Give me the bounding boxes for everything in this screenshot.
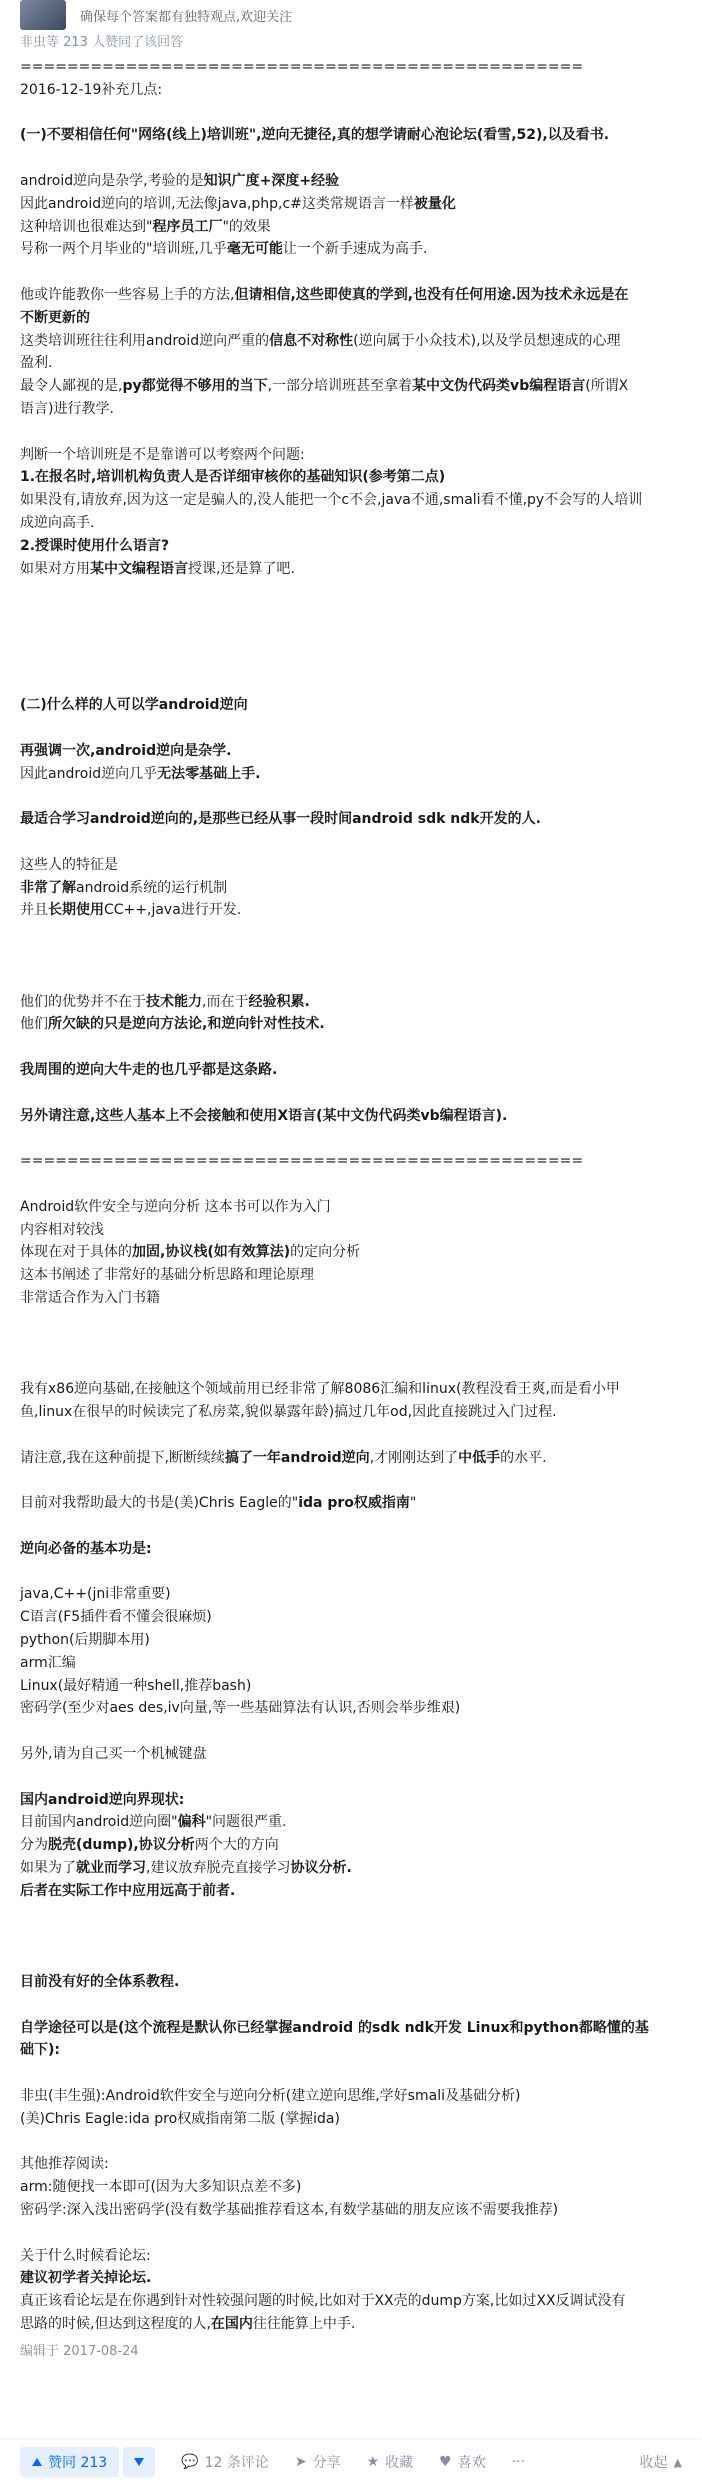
text-run: 这种培训也很难达到" — [20, 218, 153, 235]
more-button[interactable] — [512, 2454, 525, 2470]
content-line — [20, 284, 682, 307]
text-run: python(后期脚本用) — [20, 1631, 150, 1648]
bold-text: 知识广度+深度+经验 — [203, 172, 340, 189]
share-icon: ➤ — [294, 2454, 307, 2470]
content-line — [20, 1743, 682, 1766]
content-line — [20, 2153, 682, 2176]
content-line — [20, 79, 682, 102]
text-run: 密码学(至少对aes des,iv向量,等一些基础算法有认识,否则会举步维艰) — [20, 1700, 461, 1717]
content-line — [20, 1127, 682, 1150]
text-run: 让一个新手速成为高手. — [282, 241, 428, 258]
text-run: 真正该看论坛是在你遇到针对性较强问题的时候,比如对于XX壳的dump方案,比如过XX反调试没有 — [20, 2293, 626, 2310]
text-run: "的效果 — [222, 218, 271, 235]
text-run: (逆向属于小众技术),以及学员想速成的心理 — [353, 332, 621, 349]
content-line — [20, 1036, 682, 1059]
content-line — [20, 1492, 682, 1515]
bold-text: 偏科 — [177, 1814, 206, 1831]
bold-text: 在国内 — [210, 2315, 253, 2332]
upvote-label: 赞同 213 — [48, 2455, 108, 2471]
content-line — [20, 603, 682, 626]
content-line — [20, 2313, 682, 2336]
favorite-button[interactable] — [367, 2452, 414, 2472]
text-run: 他们 — [20, 1016, 48, 1033]
content-line — [20, 1241, 682, 1264]
content-line — [20, 124, 682, 147]
author-tagline: 确保每个答案都有独特观点,欢迎关注 — [80, 9, 293, 25]
bold-text: 所欠缺的只是逆向方法论,和逆向针对性技术. — [48, 1016, 325, 1033]
content-line — [20, 808, 682, 831]
text-run: 鱼,linux在很早的时候读完了私房菜,貌似暴露年龄)搞过几年od,因此直接跳过入门过程. — [20, 1404, 557, 1421]
bold-text: 逆向必备的基本功是: — [20, 1540, 152, 1557]
content-line — [20, 1105, 682, 1128]
text-run: arm汇编 — [20, 1654, 76, 1671]
text-run: 如果没有,请放弃,因为这一定是骗人的,没人能把一个c不会,java不通,smali看不懂,py不会写的人培训 — [20, 492, 643, 509]
text-run: 的水平. — [500, 1449, 547, 1466]
downvote-arrow-icon — [134, 2458, 144, 2466]
text-run: android系统的运行机制 — [76, 879, 228, 896]
text-run: java,C++(jni非常重要) — [20, 1586, 171, 1603]
comments-label: 12 条评论 — [204, 2455, 269, 2471]
content-line — [20, 170, 682, 193]
content-line — [20, 1401, 682, 1424]
content-line — [20, 649, 682, 672]
text-run: ================================================ — [20, 59, 584, 75]
bold-text: 但请相信,这些即使真的学到,也没有任何用途.因为技术永远是在 — [234, 286, 629, 303]
text-run: 思路的时候,但达到这程度的人, — [20, 2315, 211, 2332]
text-run: 因此android逆向的培训,无法像java,php,c#这类常规语言一样 — [20, 195, 414, 212]
text-run: 非常适合作为入门书籍 — [20, 1290, 160, 1307]
heart-icon: ♥ — [439, 2454, 452, 2470]
content-line — [20, 1059, 682, 1082]
bold-text: 协议分析. — [290, 1859, 352, 1876]
content-line — [20, 1310, 682, 1333]
text-run: android逆向是杂学,考验的是 — [20, 172, 204, 189]
comment-icon: 💬 — [181, 2454, 199, 2470]
content-line — [20, 831, 682, 854]
bold-text: 建议初学者关掉论坛. — [20, 2270, 152, 2287]
content-line — [20, 1925, 682, 1948]
content-line — [20, 535, 682, 558]
avatar[interactable] — [20, 0, 66, 30]
content-line — [20, 717, 682, 740]
content-line — [20, 1469, 682, 1492]
content-line — [20, 261, 682, 284]
text-run: 内容相对较浅 — [20, 1221, 104, 1238]
text-run: 语言)进行教学. — [20, 400, 114, 417]
answer-content — [20, 56, 682, 2336]
bold-text: 国内android逆向界现状: — [20, 1791, 185, 1808]
content-line — [20, 375, 682, 398]
content-line — [20, 786, 682, 809]
content-line — [20, 626, 682, 649]
content-line — [20, 945, 682, 968]
text-run: 密码学:深入浅出密码学(没有数学基础推荐看这本,有数学基础的朋友应该不需要我推荐) — [20, 2201, 559, 2218]
bold-text: 目前没有好的全体系教程. — [20, 1973, 180, 1990]
like-button[interactable] — [439, 2452, 486, 2472]
text-run: 并且 — [20, 902, 48, 919]
bold-text: 中低手 — [458, 1449, 501, 1466]
content-line — [20, 1766, 682, 1789]
content-line — [20, 1629, 682, 1652]
content-line — [20, 740, 682, 763]
content-line — [20, 1447, 682, 1470]
comments-button[interactable] — [181, 2452, 269, 2472]
collapse-button[interactable] — [640, 2452, 682, 2472]
bold-text: 最适合学习android逆向的,是那些已经从事一段时间android sdk ndk开发的人. — [20, 811, 541, 828]
collapse-label: 收起 — [639, 2455, 668, 2471]
content-line — [20, 1652, 682, 1675]
upvote-arrow-icon — [32, 2458, 42, 2466]
text-run: 其他推荐阅读: — [20, 2156, 109, 2173]
content-line — [20, 1903, 682, 1926]
text-run: (美)Chris Eagle:ida pro权威指南第二版 (掌握ida) — [20, 2110, 340, 2127]
bold-text: 信息不对称性 — [269, 332, 354, 349]
bold-text: 搞了一年android逆向 — [224, 1449, 370, 1466]
bold-text: 2.授课时使用什么语言? — [20, 537, 170, 554]
bold-text: 脱壳(dump),协议分析 — [48, 1837, 195, 1854]
content-line — [20, 694, 682, 717]
content-line — [20, 763, 682, 786]
content-line — [20, 1811, 682, 1834]
bold-text: 经验积累. — [248, 993, 310, 1010]
bold-text: ida pro权威指南 — [298, 1495, 410, 1512]
content-line — [20, 1082, 682, 1105]
text-run: 这本书阐述了非常好的基础分析思路和理论原理 — [20, 1267, 314, 1284]
content-line — [20, 398, 682, 421]
text-run: 他们的优势并不在于 — [20, 993, 146, 1010]
text-run: 授课,还是算了吧. — [188, 560, 295, 577]
content-line — [20, 56, 682, 79]
favorite-label: 收藏 — [385, 2455, 414, 2471]
share-label: 分享 — [312, 2455, 341, 2471]
content-line — [20, 1333, 682, 1356]
content-line — [20, 1583, 682, 1606]
content-line — [20, 1675, 682, 1698]
text-run: 成逆向高手. — [20, 514, 95, 531]
text-run: 的定向分析 — [290, 1244, 361, 1261]
text-run: 因此android逆向几乎 — [20, 765, 158, 782]
content-line — [20, 1013, 682, 1036]
content-line — [20, 1150, 682, 1173]
content-line — [20, 1994, 682, 2017]
content-line — [20, 216, 682, 239]
content-line — [20, 2108, 682, 2131]
text-run: 我有x86逆向基础,在接触这个领域前用已经非常了解8086汇编和linux(教程没看王爽,而是看小甲 — [20, 1381, 620, 1398]
content-line — [20, 421, 682, 444]
content-line — [20, 968, 682, 991]
text-run: " — [409, 1495, 417, 1512]
text-run: 这类培训班往往利用android逆向严重的 — [20, 332, 270, 349]
bold-text: 自学途径可以是(这个流程是默认你已经掌握android 的sdk ndk开发 Linux和python都略懂的基 — [20, 2019, 649, 2036]
text-run: 两个大的方向 — [194, 1837, 279, 1854]
content-line — [20, 1538, 682, 1561]
content-line — [20, 558, 682, 581]
content-line — [20, 1948, 682, 1971]
content-line — [20, 512, 682, 535]
bold-text: 技术能力 — [146, 993, 202, 1010]
text-run: 目前国内android逆向圈" — [20, 1814, 178, 1831]
share-button[interactable] — [295, 2452, 341, 2472]
content-line — [20, 2199, 682, 2222]
bold-text: 另外请注意,这些人基本上不会接触和使用X语言(某中文伪代码类vb编程语言). — [20, 1107, 508, 1124]
content-line — [20, 1857, 682, 1880]
text-run: ,才刚刚达到了 — [369, 1449, 459, 1466]
content-line — [20, 147, 682, 170]
content-line — [20, 1378, 682, 1401]
bold-text: (一)不要相信任何"网络(线上)培训班",逆向无捷径,真的想学请耐心泡论坛(看雪,52),以及看书. — [20, 127, 610, 144]
bold-text: 毫无可能 — [226, 241, 283, 258]
content-line — [20, 1789, 682, 1812]
content-line — [20, 672, 682, 695]
bold-text: 程序员工厂 — [152, 218, 223, 235]
text-run: 他或许能教你一些容易上手的方法, — [20, 286, 235, 303]
content-line — [20, 352, 682, 375]
content-line — [20, 1287, 682, 1310]
text-run: 如果为了 — [20, 1859, 76, 1876]
content-line — [20, 2267, 682, 2290]
content-line — [20, 1561, 682, 1584]
content-line — [20, 307, 682, 330]
text-run: Linux(最好精通一种shell,推荐bash) — [20, 1677, 252, 1694]
author-row — [20, 0, 682, 30]
content-line — [20, 1606, 682, 1629]
bold-text: 无法零基础上手. — [157, 765, 261, 782]
bold-text: 就业而学习 — [76, 1859, 146, 1876]
content-line — [20, 854, 682, 877]
text-run: ,而在于 — [202, 993, 249, 1010]
content-line — [20, 922, 682, 945]
text-run: 关于什么时候看论坛: — [20, 2247, 151, 2264]
content-line — [20, 1515, 682, 1538]
bold-text: 某中文编程语言 — [90, 560, 188, 577]
text-run: 号称一两个月毕业的"培训班,几乎 — [20, 241, 227, 258]
bold-text: py都觉得不够用的当下 — [122, 378, 268, 395]
bold-text: 非常了解 — [20, 879, 76, 896]
text-run: 2016-12-19补充几点: — [20, 81, 163, 98]
bold-text: 1.在报名时,培训机构负责人是否详细审核你的基础知识(参考第二点) — [20, 469, 446, 486]
text-run: CC++,java进行开发. — [104, 902, 242, 919]
text-run: 判断一个培训班是不是靠谱可以考察两个问题: — [20, 446, 305, 463]
star-icon: ★ — [366, 2454, 380, 2470]
like-label: 喜欢 — [457, 2455, 486, 2471]
content-line — [20, 489, 682, 512]
bold-text: 被量化 — [413, 195, 456, 212]
content-line — [20, 2245, 682, 2268]
text-run: 请注意,我在这种前提下,断断续续 — [20, 1449, 225, 1466]
downvote-button[interactable] — [123, 2447, 155, 2477]
bold-text: (二)什么样的人可以学android逆向 — [20, 697, 248, 714]
content-line — [20, 2039, 682, 2062]
bold-text: 我周围的逆向大牛走的也几乎都是这条路. — [20, 1062, 278, 1079]
content-line — [20, 2017, 682, 2040]
text-run: 最令人鄙视的是, — [20, 378, 123, 395]
text-run: Android软件安全与逆向分析 这本书可以作为入门 — [20, 1198, 331, 1215]
more-icon: ··· — [511, 2454, 526, 2470]
text-run: 目前对我帮助最大的书是(美)Chris Eagle的" — [20, 1495, 299, 1512]
bold-text: 长期使用 — [48, 902, 104, 919]
text-run: (所谓X — [585, 378, 629, 395]
answer-action-bar — [0, 2440, 702, 2484]
content-line — [20, 2290, 682, 2313]
text-run: 如果对方用 — [20, 560, 90, 577]
content-line — [20, 877, 682, 900]
text-run: 盈利. — [20, 355, 53, 372]
text-run: 体现在对于具体的 — [20, 1244, 132, 1261]
text-run: ,建议放弃脱壳直接学习 — [146, 1859, 291, 1876]
bold-text: 础下): — [20, 2042, 60, 2059]
content-line — [20, 899, 682, 922]
content-line — [20, 1834, 682, 1857]
content-line — [20, 466, 682, 489]
content-line — [20, 1720, 682, 1743]
bold-text: 后者在实际工作中应用远高于前者. — [20, 1882, 236, 1899]
content-line — [20, 1173, 682, 1196]
content-line — [20, 1264, 682, 1287]
text-run: 这些人的特征是 — [20, 856, 118, 873]
content-line — [20, 1219, 682, 1242]
content-line — [20, 1355, 682, 1378]
content-line — [20, 1424, 682, 1447]
bold-text: 不断更新的 — [20, 309, 90, 326]
content-line — [20, 1971, 682, 1994]
content-line — [20, 238, 682, 261]
bold-text: 加固,协议栈(如有效算法) — [132, 1244, 291, 1261]
content-line — [20, 1880, 682, 1903]
content-line — [20, 444, 682, 467]
content-line — [20, 193, 682, 216]
content-line — [20, 330, 682, 353]
bold-text: 再强调一次,android逆向是杂学. — [20, 742, 232, 759]
text-run: "问题很严重. — [205, 1814, 287, 1831]
content-line — [20, 2222, 682, 2245]
content-line — [20, 2085, 682, 2108]
upvote-button[interactable] — [20, 2447, 119, 2477]
text-run: ================================================ — [20, 1153, 584, 1170]
text-run: C语言(F5插件看不懂会很麻烦) — [20, 1609, 212, 1626]
content-line — [20, 1697, 682, 1720]
text-run: 非虫(丰生强):Android软件安全与逆向分析(建立逆向思维,学好smali及基础分析) — [20, 2087, 521, 2104]
text-run: 另外,请为自己买一个机械键盘 — [20, 1745, 207, 1762]
text-run: arm:随便找一本即可(因为大多知识点差不多) — [20, 2179, 302, 2196]
voters-info[interactable]: 非虫等 213 人赞同了该回答 — [20, 35, 184, 50]
content-line — [20, 2131, 682, 2154]
content-line — [20, 102, 682, 125]
text-run: 往往能算上中手. — [252, 2315, 356, 2332]
content-line — [20, 2062, 682, 2085]
text-run: ,一部分培训班甚至拿着 — [267, 378, 413, 395]
text-run: 分为 — [20, 1837, 48, 1854]
content-line — [20, 991, 682, 1014]
chevron-up-icon: ▲ — [673, 2455, 682, 2469]
content-line — [20, 1196, 682, 1219]
edit-timestamp[interactable]: 编辑于 2017-08-24 — [20, 2343, 139, 2359]
content-line — [20, 2176, 682, 2199]
bold-text: 某中文伪代码类vb编程语言 — [412, 378, 586, 395]
content-line — [20, 580, 682, 603]
